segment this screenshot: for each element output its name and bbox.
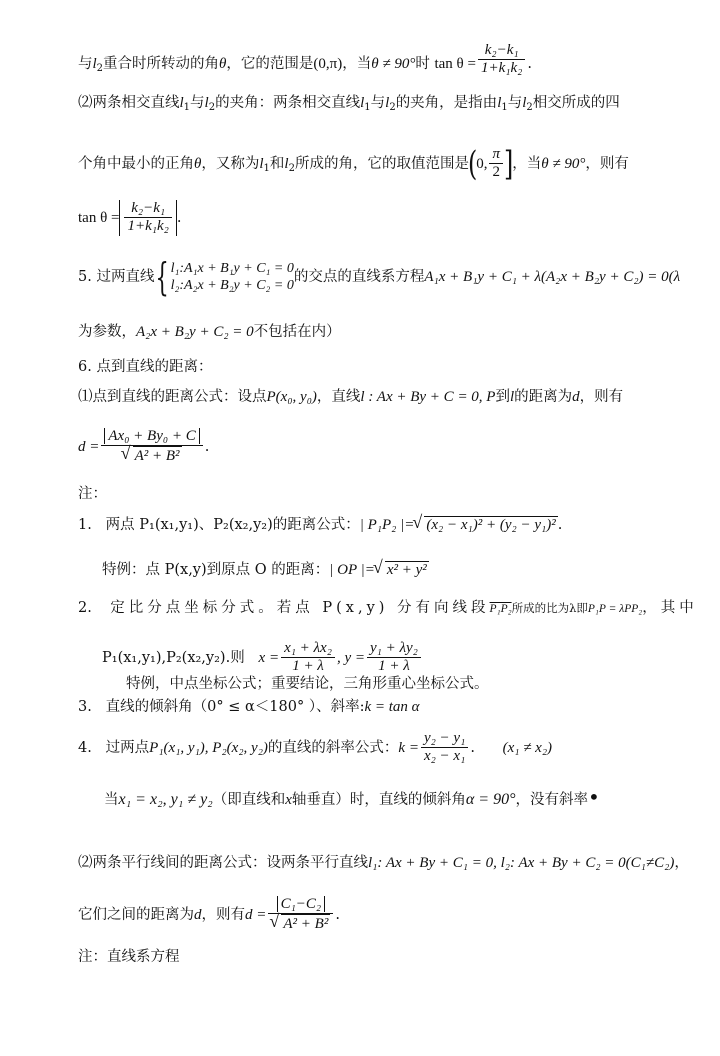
list-number: 2.	[78, 600, 92, 616]
text: ，则有	[201, 906, 245, 923]
text: 它们之间的距离为	[78, 906, 194, 923]
text: 两点 P₁(x₁,y₁)、P₂(x₂,y₂)的距离公式：	[105, 517, 360, 533]
text: .	[470, 739, 475, 756]
math: x	[285, 792, 292, 808]
text: 的夹角：两条相交直线	[215, 95, 361, 111]
math: P(x₀, y₀)	[266, 389, 317, 405]
math: θ ≠ 90°	[371, 55, 416, 72]
text: 当	[104, 792, 119, 808]
text: P₁(x₁,y₁),P₂(x₂,y₂).则	[102, 649, 245, 666]
text: 注：	[78, 486, 107, 502]
list-number: 3.	[78, 699, 92, 715]
text-line-8: ⑴点到直线的距离公式：设点P(x₀, y₀)，直线l : Ax + By + C = 0, P到l的距离为d，则有	[78, 389, 624, 405]
math: A₁x + B₁y + C₁ + λ(A₂x + B₂y + C₂) = 0(λ	[424, 269, 681, 285]
math: P₁P = λPP₂	[587, 603, 643, 615]
text: 与	[190, 95, 205, 111]
text-line-21	[78, 950, 180, 965]
math: k =	[398, 739, 419, 756]
text: .	[176, 209, 182, 226]
list-number: 1.	[78, 517, 92, 533]
text: 注：直线系方程	[78, 949, 180, 965]
text: 不包括在内）	[253, 324, 341, 340]
math: (x₁ ≠ x₂)	[502, 739, 553, 756]
text: ，则有	[579, 389, 624, 405]
text: .	[204, 438, 210, 455]
text: 的夹角，是指由	[395, 95, 498, 111]
text-line-1: 与$l_2$重合时所转动的角θ，它的范围是(0,π)，当θ ≠ 90°时 tan θ = $\frac{\text{k₂−k₁}}{\text{1+k₁k₂}}$ .	[78, 42, 532, 77]
text: （即直线和	[212, 792, 286, 808]
text-line-7	[78, 360, 212, 375]
text-line-12: 特例：点 P(x,y)到原点 O 的距离：| OP |=√ x² + y²	[102, 561, 429, 578]
math: x =	[258, 649, 280, 666]
text-line-18	[104, 785, 600, 809]
text: 相交所成的四	[532, 95, 620, 111]
text: 过两点	[105, 739, 150, 756]
text: 的直线的斜率公式：	[267, 739, 399, 756]
text: 到	[495, 389, 510, 405]
text: ⑵两条平行线间的距离公式：设两条平行直线	[78, 855, 368, 871]
text: 个角中最小的正角	[78, 155, 194, 172]
fraction: $\frac{\text{k₂−k₁}}{\text{1+k₁k₂}}$	[124, 200, 171, 236]
text: 5. 过两直线	[78, 269, 155, 285]
text: .	[527, 55, 532, 72]
fraction: $\frac{\text{y₁ + λy₂}}{1 + \lambda}$	[367, 640, 421, 676]
text: ⑵两条相交直线	[78, 95, 180, 111]
text-line-19	[78, 856, 689, 871]
text-line-13	[78, 601, 698, 616]
math: l₁: Ax + By + C₁ = 0, l₂: Ax + By + C₂ = 0(C₁≠C₂)	[368, 855, 675, 871]
fraction: $\frac{\pi}{2}$	[489, 146, 503, 182]
text-line-10	[78, 487, 107, 502]
text-line-2: ⑵两条相交直线$l_1$与$l_2$的夹角：两条相交直线$l_1$与$l_2$的夹角，是指由$l_1$与$l_2$相交所成的四	[78, 95, 620, 113]
text: 重合时所转动的角	[103, 55, 220, 72]
fraction: Ax₀ + By₀ + C √ A² + B²	[101, 428, 202, 466]
text-line-14	[102, 640, 423, 676]
math: P₁(x₁, y₁), P₂(x₂, y₂)	[149, 739, 268, 756]
text-line-4	[78, 200, 181, 236]
text: ，则有	[585, 155, 629, 172]
math: P₁P₂	[489, 603, 512, 615]
math: A₂x + B₂y + C₂ = 0	[136, 324, 254, 340]
math: tan θ =	[434, 55, 476, 72]
text: 为参数，	[78, 324, 136, 340]
text: 和	[269, 155, 285, 172]
text-line-9	[78, 428, 209, 466]
math: 0,	[476, 155, 488, 172]
text-line-6	[78, 325, 341, 340]
period-mark: •	[588, 785, 600, 809]
math: l : Ax + By + C = 0, P	[360, 389, 496, 405]
text: ，它的范围是	[226, 55, 314, 72]
text: ，直线	[316, 389, 361, 405]
text: ，又称为	[201, 155, 260, 172]
text-line-11: 1. 两点 P₁(x₁,y₁)、P₂(x₂,y₂)的距离公式：| P₁P₂ |=√ (x₂ − x₁)² + (y₂ − y₁)² .	[78, 516, 562, 533]
text: ⑴点到直线的距离公式：设点	[78, 389, 267, 405]
text: 特例：点 P(x,y)到原点 O 的距离：	[102, 562, 330, 578]
list-number: 4.	[78, 739, 92, 756]
fraction: $\frac{\text{k₂−k₁}}{\text{1+k₁k₂}}$	[478, 42, 525, 78]
text: 与	[78, 55, 93, 72]
text: ，当	[512, 155, 542, 172]
fraction: $\frac{\text{y₂ − y₁}}{\text{x₂ − x₁}}$	[421, 730, 468, 766]
text-line-15	[126, 677, 489, 692]
text: 所成的角，它的取值范围是	[294, 155, 469, 172]
equation-system: l₁:A₁x + B₁y + C₁ = 0 l₂:A₂x + B₂y + C₂ = 0	[170, 260, 294, 293]
text: 直线的倾斜角（0° ≤ α＜180° ）、斜率:	[105, 699, 365, 715]
text: ，	[674, 855, 689, 871]
math: | P₁P₂ |=	[359, 517, 415, 533]
text-line-20: 它们之间的距离为d，则有d = C₁−C₂ √ A² + B² .	[78, 896, 340, 934]
fraction: C₁−C₂ √ A² + B²	[268, 896, 333, 934]
text-line-5: 5. 过两直线{ l₁:A₁x + B₁y + C₁ = 0 l₂:A₂x + B₂y + C₂ = 0 的交点的直线系方程A₁x + B₁y + C₁ + λ(A₂x + B₂y + C₂) = 0(λ	[78, 255, 681, 299]
text: 特例，中点坐标公式；重要结论，三角形重心坐标公式。	[126, 676, 489, 692]
text: 的交点的直线系方程	[293, 269, 425, 285]
text: 的距离为	[514, 389, 573, 405]
text: ，没有斜率	[515, 792, 588, 808]
fraction: $\frac{\text{x₁ + λx₂}}{1 + \lambda}$	[281, 640, 335, 676]
text: 所成的比为λ即	[511, 601, 588, 615]
text: ，其中	[642, 600, 698, 616]
math: d =	[78, 438, 100, 455]
text: 轴垂直）时，直线的倾斜角	[291, 792, 466, 808]
text-line-16	[78, 700, 420, 715]
text-line-3: 个角中最小的正角θ，又称为$l_1$和$l_2$所成的角，它的取值范围是(0, $\frac{\pi}{2}$ ]，当θ ≠ 90°，则有	[78, 143, 629, 184]
math: | OP |=	[329, 562, 375, 578]
math: (0,π)	[313, 55, 343, 72]
text: 与	[370, 95, 386, 111]
math: α = 90°	[465, 791, 516, 808]
math: tan θ =	[78, 209, 120, 226]
text: 定比分点坐标分式。若点 P(x,y) 分有向线段	[110, 600, 490, 616]
text-line-17	[78, 730, 552, 766]
section-heading: 6. 点到直线的距离：	[78, 359, 213, 375]
text: ，当	[342, 55, 372, 72]
math: d =	[245, 906, 267, 923]
math: k = tan α	[364, 699, 420, 715]
text: 时	[415, 55, 430, 72]
math: x₁ = x₂, y₁ ≠ y₂	[118, 791, 213, 808]
text: 与	[507, 95, 523, 111]
math: θ ≠ 90°	[541, 155, 586, 172]
text: .	[557, 517, 563, 533]
math: , y =	[336, 649, 365, 666]
text: .	[335, 906, 340, 923]
